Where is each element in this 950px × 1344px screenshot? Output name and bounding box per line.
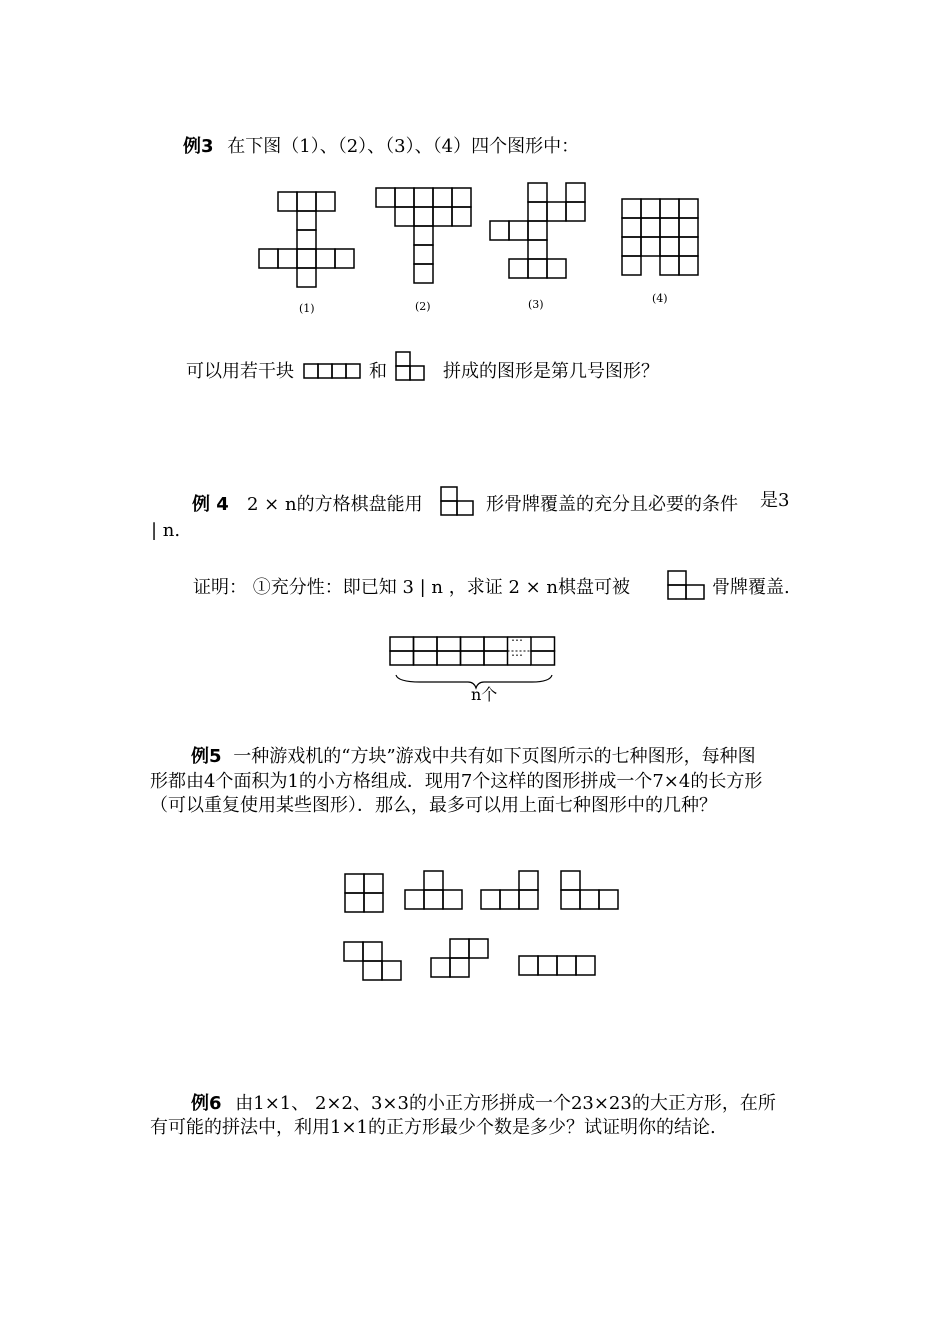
ex4-text-c: 是3 — [760, 490, 790, 511]
ex5-line2: 形都由4个面积为1的小方格组成．现用7个这样的图形拼成一个7×4的长方形 — [150, 771, 763, 792]
ex3-figure-2 — [376, 188, 471, 283]
tetromino-o — [345, 874, 383, 912]
ex4-proof-a: 证明： ①充分性：即已知 3 | n ，求证 2 × n棋盘可被 — [193, 577, 631, 598]
tetromino-l — [481, 871, 538, 909]
ex3-prompt: 在下图（1）、（2）、（3）、（4）四个图形中： — [227, 136, 580, 157]
caption-4: (4) — [652, 292, 668, 305]
caption-2: (2) — [415, 300, 431, 313]
ex3-and: 和 — [369, 361, 387, 382]
ex5-line3: （可以重复使用某些图形）．那么，最多可以用上面七种图形中的几种？ — [150, 795, 717, 816]
ex3-question-b: 拼成的图形是第几号图形？ — [443, 361, 659, 382]
tetromino-j — [561, 871, 618, 909]
tetromino-z — [344, 942, 401, 980]
straight-tetromino-icon — [304, 364, 360, 378]
caption-3: (3) — [528, 298, 544, 311]
ex4-proof-b: 骨牌覆盖. — [712, 577, 790, 598]
ex4-text-a: 2 × n的方格棋盘能用 — [247, 494, 423, 515]
ex6-line1 — [191, 1093, 776, 1115]
ex3-figure-3 — [490, 183, 585, 278]
l-tromino-icon-proof — [668, 571, 704, 599]
ex6-line1-text: 由1×1、 2×2、3×3的小正方形拼成一个23×23的大正方形，在所 — [235, 1093, 776, 1114]
ex5-line1 — [191, 746, 756, 768]
ex4-text-b: 形骨牌覆盖的充分且必要的条件 — [486, 494, 738, 515]
board-dots-bottom: ⋯ — [511, 648, 523, 662]
two-by-n-board — [390, 637, 555, 688]
ex4-text-d: | n. — [151, 520, 181, 541]
tetromino-t — [405, 871, 462, 909]
board-dots-top: ⋯ — [511, 633, 523, 647]
ex3-question-a: 可以用若干块 — [186, 361, 294, 382]
ex3-label: 例3 — [183, 136, 214, 157]
ex5-label: 例5 — [191, 746, 222, 767]
tetromino-s — [431, 939, 488, 977]
ex6-label: 例6 — [191, 1093, 222, 1114]
caption-1: (1) — [299, 302, 315, 315]
ex6-line2: 有可能的拼法中，利用1×1的正方形最少个数是多少？试证明你的结论. — [150, 1117, 716, 1138]
tetromino-i — [519, 956, 595, 975]
n-label: n个 — [471, 685, 498, 704]
ex3-figure-1 — [259, 192, 354, 287]
ex4-label: 例 4 — [192, 494, 229, 515]
l-tromino-icon-ex3 — [396, 352, 424, 380]
l-tromino-icon-ex4 — [441, 487, 473, 515]
ex3-figure-4 — [622, 199, 698, 275]
ex5-line1-text: 一种游戏机的“方块”游戏中共有如下页图所示的七种图形，每种图 — [233, 746, 756, 767]
